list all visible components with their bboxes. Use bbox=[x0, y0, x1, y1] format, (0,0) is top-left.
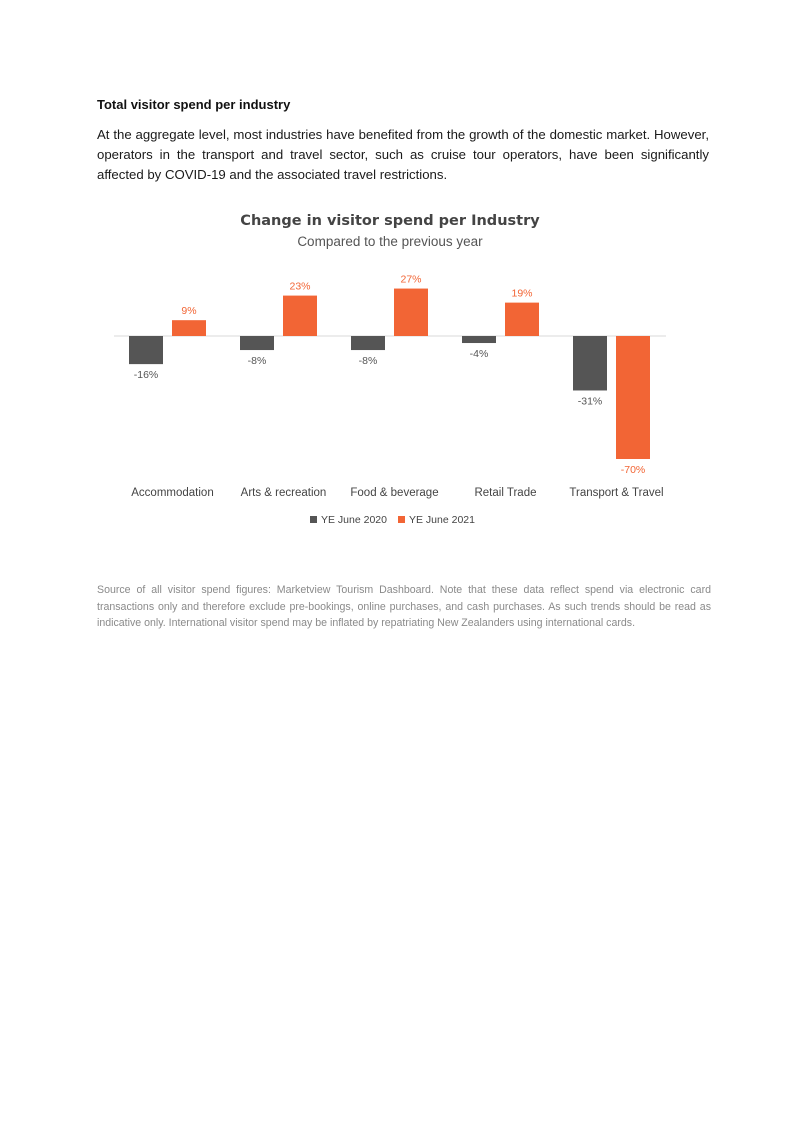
legend-label-ye2020: YE June 2020 bbox=[321, 514, 387, 526]
data-label-ye2021-1: 23% bbox=[289, 280, 311, 293]
body-paragraph: At the aggregate level, most industries have benefited from the growth of the domestic market. However, operators in the transport and travel sector, such as cruise tour operators, have been significantly affected by COVID-19 and the associated travel restrictions. bbox=[97, 127, 709, 182]
data-label-ye2020-2: -8% bbox=[358, 355, 378, 368]
bar-ye2020-3 bbox=[462, 336, 496, 343]
data-label-ye2021-2: 27% bbox=[400, 273, 422, 286]
chart-title: Change in visitor spend per Industry bbox=[240, 213, 540, 229]
legend-swatch-ye2021 bbox=[398, 516, 405, 523]
category-tick-label: Retail Trade bbox=[474, 487, 537, 499]
legend-swatch-ye2020 bbox=[310, 516, 317, 523]
visitor-spend-chart bbox=[100, 200, 700, 540]
chart-canvas bbox=[100, 200, 700, 540]
category-axis bbox=[131, 487, 663, 499]
bar-ye2021-0 bbox=[172, 320, 206, 336]
category-tick-label: Food & beverage bbox=[350, 487, 439, 499]
data-label-ye2020-1: -8% bbox=[247, 355, 267, 368]
bar-ye2021-1 bbox=[283, 296, 317, 336]
data-label-ye2020-0: -16% bbox=[133, 369, 159, 382]
category-tick-label: Transport & Travel bbox=[569, 487, 664, 499]
bar-ye2021-4 bbox=[616, 336, 650, 459]
section-heading: Total visitor spend per industry bbox=[97, 97, 291, 112]
bars-layer bbox=[129, 289, 650, 459]
category-tick-label: Accommodation bbox=[131, 487, 214, 499]
data-label-ye2021-3: 19% bbox=[511, 287, 533, 300]
bar-ye2020-1 bbox=[240, 336, 274, 350]
bar-ye2021-3 bbox=[505, 303, 539, 336]
data-label-ye2020-4: -31% bbox=[577, 395, 603, 408]
data-labels-layer bbox=[134, 274, 646, 476]
data-label-ye2021-0: 9% bbox=[181, 305, 197, 318]
source-note: Source of all visitor spend figures: Marketview Tourism Dashboard. Note that these data reflect spend via electronic card transactions only and therefore exclude pre-bookings, online purchases, and cash purchases. As such trends should be read as indicative only. International visitor spend may be inflated by repatriating New Zealanders using international cards. bbox=[97, 584, 711, 629]
chart-legend bbox=[310, 514, 475, 526]
bar-ye2020-2 bbox=[351, 336, 385, 350]
data-label-ye2021-4: -70% bbox=[620, 464, 646, 476]
legend-label-ye2021: YE June 2021 bbox=[409, 514, 475, 526]
bar-ye2020-4 bbox=[573, 336, 607, 390]
data-label-ye2020-3: -4% bbox=[469, 348, 489, 361]
chart-subtitle: Compared to the previous year bbox=[297, 234, 483, 249]
category-tick-label: Arts & recreation bbox=[240, 487, 327, 499]
bar-ye2020-0 bbox=[129, 336, 163, 364]
bar-ye2021-2 bbox=[394, 289, 428, 336]
